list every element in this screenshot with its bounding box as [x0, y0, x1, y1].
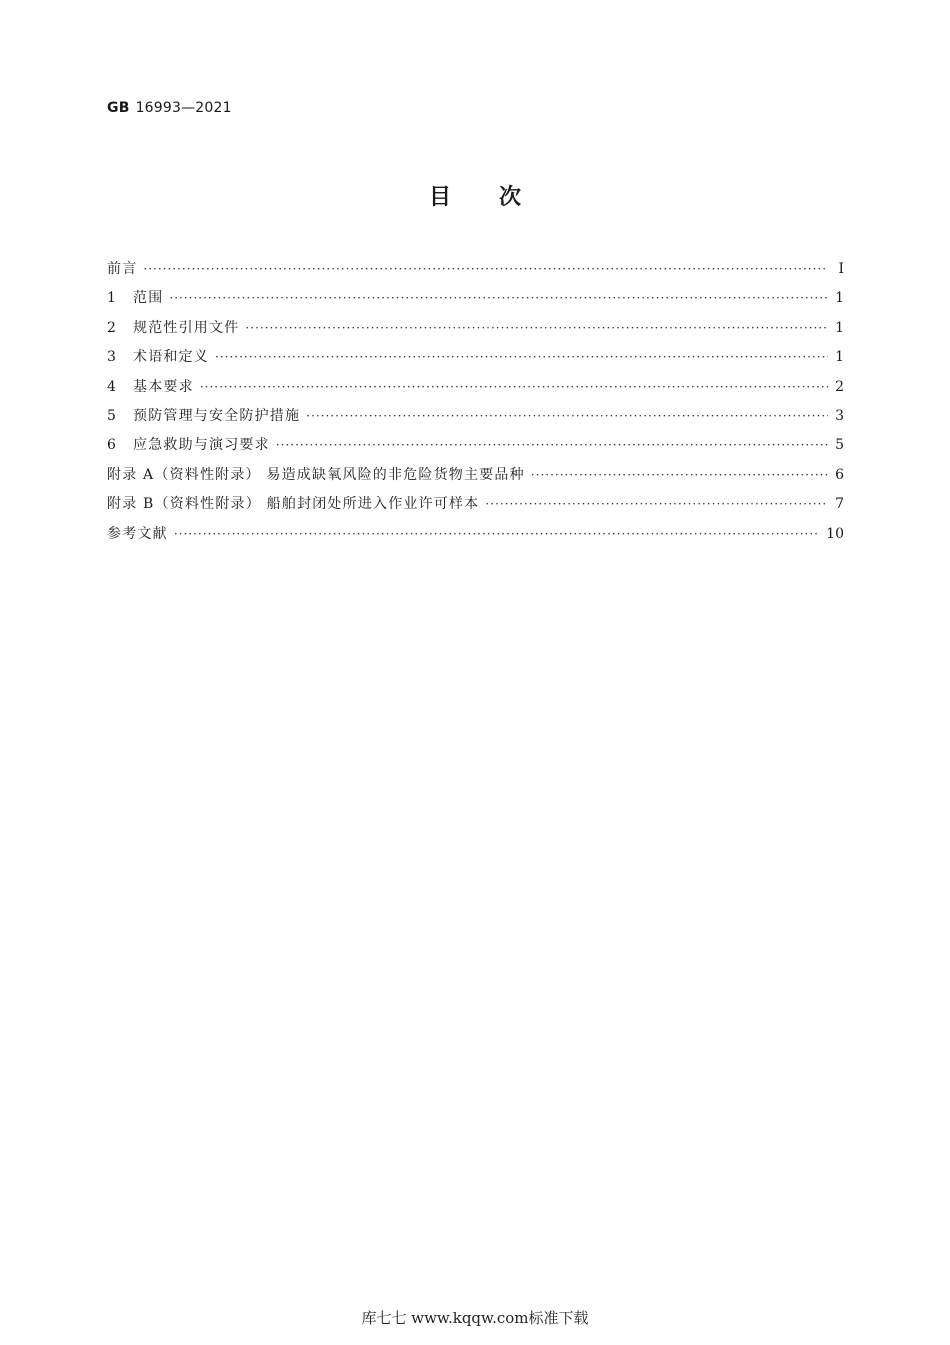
toc-entry-page: Ⅰ: [838, 261, 844, 277]
toc-entry-foreword[interactable]: [107, 258, 844, 287]
toc-entry-page: 1: [835, 319, 844, 336]
toc-entry-prevention-measures[interactable]: [107, 405, 844, 434]
toc-leader-dots: [306, 409, 828, 423]
toc-leader-dots: [215, 350, 828, 364]
toc-entry-label: 附录 A（资料性附录） 易造成缺氧风险的非危险货物主要品种: [107, 466, 525, 483]
toc-leader-dots: [245, 321, 828, 335]
toc-entry-page: 7: [835, 496, 844, 513]
standard-number: [107, 100, 232, 116]
toc-leader-dots: [169, 291, 828, 305]
toc-entry-page: 1: [835, 349, 844, 366]
standard-prefix: GB: [107, 100, 130, 116]
toc-entry-page: 5: [835, 437, 844, 454]
toc-entry-label: 前言: [107, 261, 138, 277]
toc-entry-label: 应急救助与演习要求: [133, 437, 270, 454]
toc-entry-label: 术语和定义: [133, 349, 209, 366]
toc-leader-dots: [531, 468, 828, 482]
toc-entry-annex-a[interactable]: [107, 464, 844, 493]
table-of-contents: [107, 258, 844, 552]
toc-entry-page: 3: [835, 407, 844, 424]
toc-entry-page: 1: [835, 290, 844, 307]
toc-entry-label: 范围: [133, 290, 164, 307]
toc-entry-normative-references[interactable]: [107, 317, 844, 346]
toc-entry-emergency-rescue[interactable]: [107, 434, 844, 463]
toc-leader-dots: [276, 438, 828, 452]
toc-entry-number: 2: [107, 319, 118, 336]
toc-entry-page: 6: [835, 466, 844, 483]
toc-entry-number: 4: [107, 378, 118, 395]
page-footer-watermark: 库七七 www.kqqw.com标准下载: [361, 1309, 589, 1327]
toc-entry-label: 基本要求: [133, 378, 194, 395]
toc-entry-page: 10: [826, 525, 844, 542]
toc-entry-terms-definitions[interactable]: [107, 346, 844, 375]
toc-entry-basic-requirements[interactable]: [107, 376, 844, 405]
toc-leader-dots: [143, 262, 828, 276]
toc-entry-scope[interactable]: [107, 287, 844, 316]
toc-entry-page: 2: [835, 378, 844, 395]
toc-entry-annex-b[interactable]: [107, 493, 844, 522]
toc-leader-dots: [485, 497, 828, 511]
toc-entry-number: 5: [107, 407, 118, 424]
standard-code: 16993—2021: [135, 100, 232, 116]
toc-entry-bibliography[interactable]: [107, 523, 844, 552]
toc-entry-label: 参考文献: [107, 525, 168, 542]
toc-entry-label: 预防管理与安全防护措施: [133, 407, 301, 424]
toc-entry-number: 3: [107, 349, 118, 366]
toc-entry-label: 附录 B（资料性附录） 船舶封闭处所进入作业许可样本: [107, 496, 480, 513]
toc-leader-dots: [200, 380, 828, 394]
toc-entry-number: 1: [107, 290, 118, 307]
toc-entry-label: 规范性引用文件: [133, 319, 240, 336]
toc-title: 目次: [428, 185, 569, 210]
toc-entry-number: 6: [107, 437, 118, 454]
toc-leader-dots: [174, 527, 820, 541]
